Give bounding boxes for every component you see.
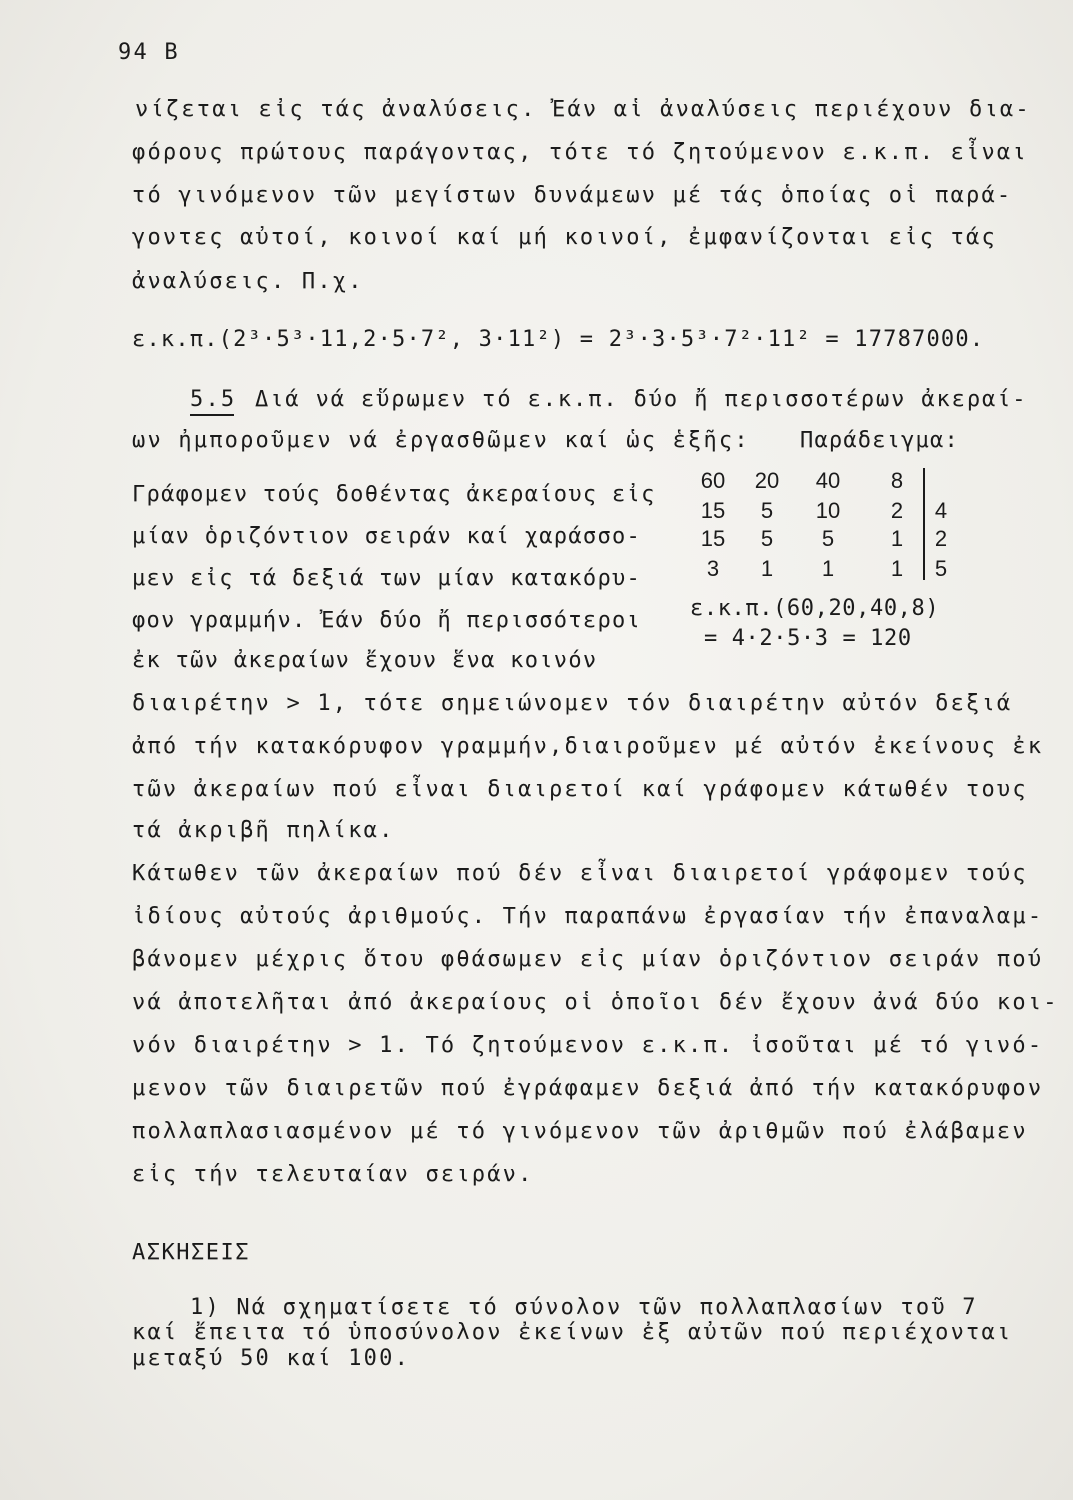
- lcm-formula: ε.κ.π.(2³·5³·11,2·5·7², 3·11²) = 2³·3·5³·7²·11² = 17787000.: [132, 327, 985, 352]
- paragraph-line: νίζεται εἰς τάς ἀναλύσεις. Ἐάν αἱ ἀναλύσεις περιέχουν δια-: [135, 97, 1031, 122]
- table-cell: 5: [760, 498, 774, 523]
- paragraph-line: τό γινόμενον τῶν μεγίστων δυνάμεων μέ τάς ὁποίας οἱ παρά-: [132, 183, 1013, 208]
- example-result-line: ε.κ.π.(60,20,40,8): [690, 596, 940, 621]
- paragraph-line: Κάτωθεν τῶν ἀκεραίων πού δέν εἶναι διαιρετοί γράφομεν τούς: [132, 861, 1028, 886]
- paragraph-line: μενον τῶν διαιρετῶν πού ἐγράφαμεν δεξιά ἀπό τήν κατακόρυφον: [132, 1076, 1044, 1101]
- table-cell: 5: [760, 526, 774, 551]
- page-header: 94 B: [118, 40, 180, 65]
- section-number-underline: [190, 414, 234, 416]
- table-cell: 1: [890, 556, 904, 581]
- table-cell: 10: [815, 498, 841, 523]
- exercises-heading: ΑΣΚΗΣΕΙΣ: [132, 1240, 250, 1265]
- example-result-line: = 4·2·5·3 = 120: [704, 626, 912, 651]
- description-line: φον γραμμήν. Ἐάν δύο ἤ περισσότεροι: [132, 608, 642, 633]
- exercise-line: καί ἔπειτα τό ὑποσύνολον ἐκείνων ἐξ αὐτῶν πού περιέχονται: [132, 1320, 1013, 1345]
- description-line: ἐκ τῶν ἀκεραίων ἔχουν ἕνα κοινόν: [132, 648, 598, 673]
- paragraph-line: φόρους πρώτους παράγοντας, τότε τό ζητούμενον ε.κ.π. εἶναι: [132, 140, 1028, 165]
- section-intro-line: ων ἠμποροῦμεν νά ἐργασθῶμεν καί ὡς ἑξῆς:: [132, 428, 750, 453]
- table-cell: 5: [821, 526, 835, 551]
- section-number: 5.5: [190, 387, 237, 412]
- divisor-cell: 2: [934, 526, 948, 551]
- paragraph-line: διαιρέτην > 1, τότε σημειώνομεν τόν διαιρέτην αὐτόν δεξιά: [132, 691, 1013, 716]
- description-line: μίαν ὁριζόντιον σειράν καί χαράσσο-: [132, 524, 642, 549]
- divisor-cell: 5: [934, 556, 948, 581]
- paragraph-line: ἀπό τήν κατακόρυφον γραμμήν,διαιροῦμεν μέ αὐτόν ἐκείνους ἐκ: [132, 734, 1044, 759]
- table-cell: 1: [760, 556, 774, 581]
- paragraph-line: πολλαπλασιασμένον μέ τό γινόμενον τῶν ἀριθμῶν πού ἐλάβαμεν: [132, 1119, 1028, 1144]
- paragraph-line: βάνομεν μέχρις ὅτου φθάσωμεν εἰς μίαν ὁριζόντιον σειράν πού: [132, 947, 1044, 972]
- paragraph-line: τῶν ἀκεραίων πού εἶναι διαιρετοί καί γράφομεν κάτωθέν τους: [132, 777, 1028, 802]
- description-line: Γράφομεν τούς δοθέντας ἀκεραίους εἰς: [132, 482, 656, 507]
- table-cell: 3: [706, 556, 720, 581]
- paragraph-line: γοντες αὐτοί, κοινοί καί μή κοινοί, ἐμφανίζονται εἰς τάς: [132, 225, 997, 250]
- exercise-line: 1) Νά σχηματίσετε τό σύνολον τῶν πολλαπλασίων τοῦ 7: [190, 1295, 978, 1320]
- section-intro-line: Διά νά εὕρωμεν τό ε.κ.π. δύο ἤ περισσοτέρων ἀκεραί-: [255, 387, 1028, 412]
- exercise-line: μεταξύ 50 καί 100.: [132, 1346, 411, 1371]
- table-cell: 15: [700, 526, 726, 551]
- table-cell: 40: [815, 468, 841, 493]
- table-cell: 1: [821, 556, 835, 581]
- table-cell: 15: [700, 498, 726, 523]
- paragraph-line: ἀναλύσεις. Π.χ.: [132, 269, 364, 294]
- paragraph-line: ἰδίους αὐτούς ἀριθμούς. Τήν παραπάνω ἐργασίαν τήν ἐπαναλαμ-: [132, 904, 1044, 929]
- paragraph-line: νά ἀποτελῆται ἀπό ἀκεραίους οἱ ὁποῖοι δέν ἔχουν ἀνά δύο κοι-: [132, 990, 1059, 1015]
- table-cell: 1: [890, 526, 904, 551]
- table-cell: 8: [890, 468, 904, 493]
- example-label: Παράδειγμα:: [800, 428, 959, 453]
- table-cell: 20: [754, 468, 780, 493]
- table-cell: 60: [700, 468, 726, 493]
- paragraph-line: εἰς τήν τελευταίαν σειράν.: [132, 1162, 534, 1187]
- paragraph-line: νόν διαιρέτην > 1. Τό ζητούμενον ε.κ.π. ἰσοῦται μέ τό γινό-: [132, 1033, 1044, 1058]
- divisor-cell: 4: [934, 498, 948, 523]
- table-cell: 2: [890, 498, 904, 523]
- paragraph-line: τά ἀκριβῆ πηλίκα.: [132, 818, 395, 843]
- description-line: μεν εἰς τά δεξιά των μίαν κατακόρυ-: [132, 566, 642, 591]
